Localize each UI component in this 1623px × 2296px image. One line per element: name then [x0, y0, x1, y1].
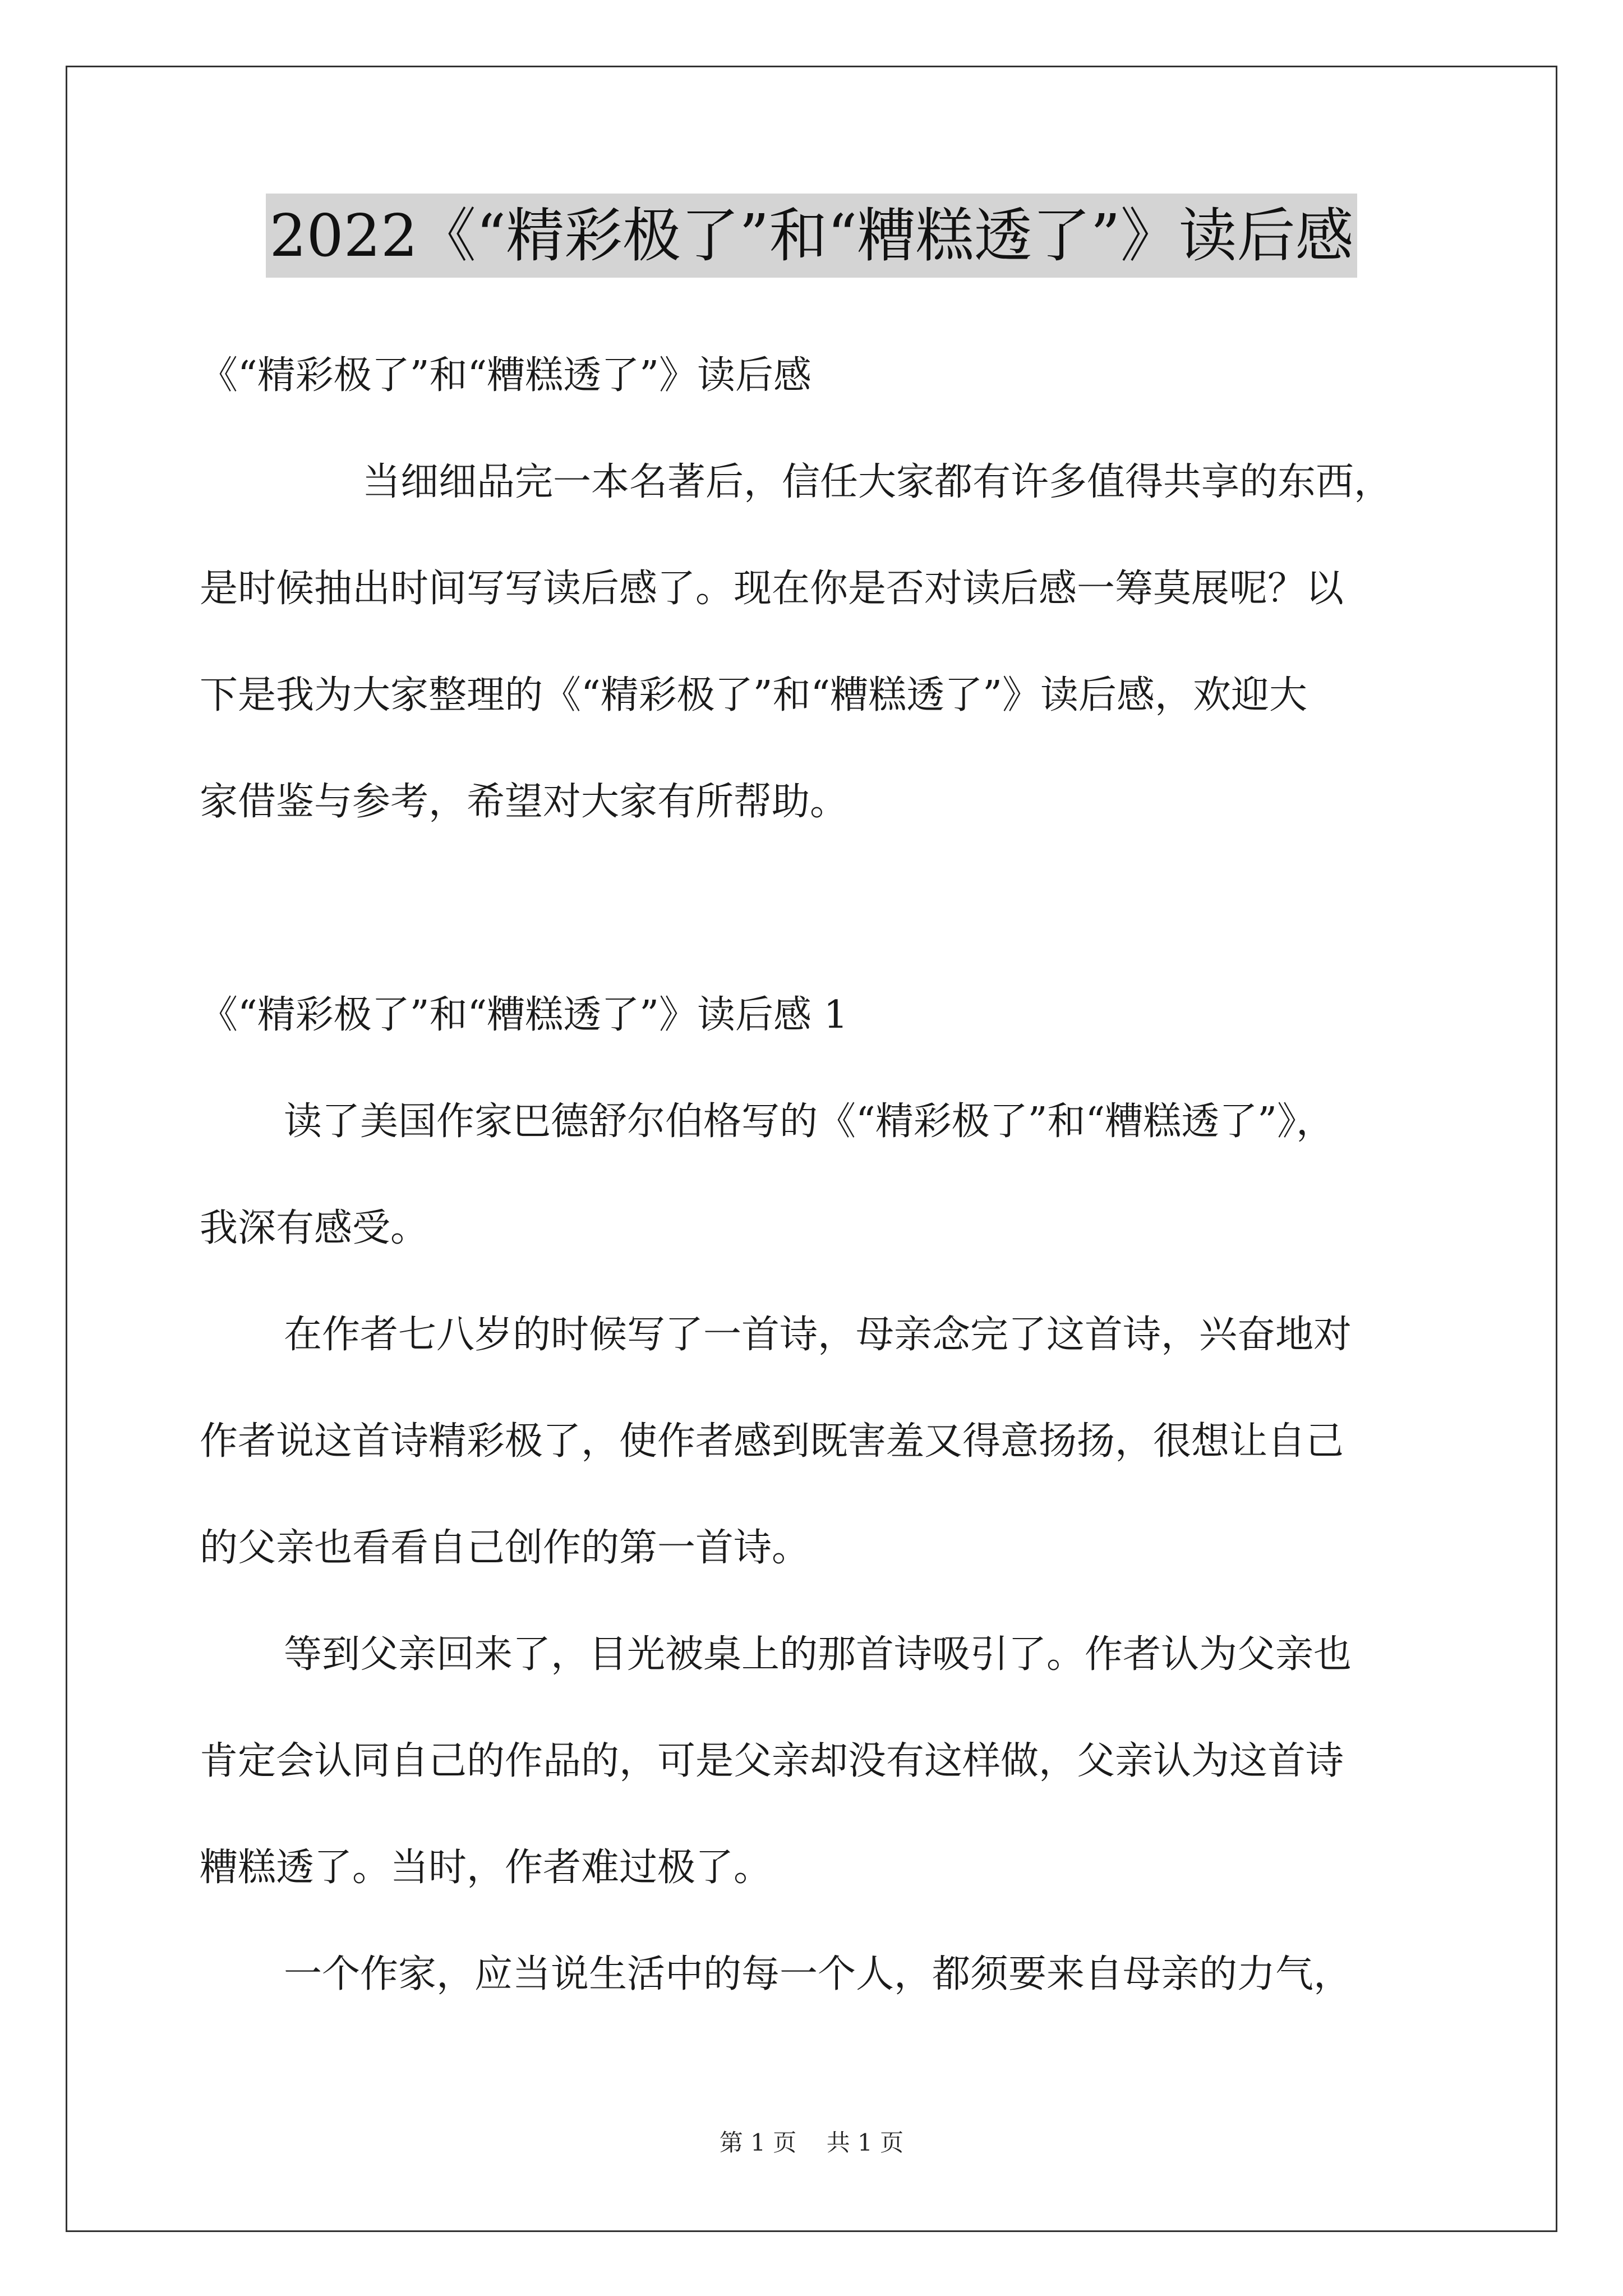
subtitle-block	[200, 323, 1433, 429]
body-line: 的父亲也看看自己创作的第一首诗。	[200, 1526, 810, 1570]
body-text	[200, 1069, 1433, 2028]
intro-line: 家借鉴与参考，希望对大家有所帮助。	[200, 780, 849, 824]
body-line: 等到父亲回来了，目光被桌上的那首诗吸引了。作者认为父亲也	[284, 1632, 1352, 1677]
section-heading: 《“精彩极了”和“糟糕透了”》读后感 1	[200, 993, 848, 1037]
body-line: 作者说这首诗精彩极了，使作者感到既害羞又得意扬扬，很想让自己	[200, 1419, 1344, 1464]
body-line: 糟糕透了。当时，作者难过极了。	[200, 1846, 772, 1890]
body-line: 读了美国作家巴德舒尔伯格写的《“精彩极了”和“糟糕透了”》，	[284, 1099, 1335, 1144]
body-line: 一个作家，应当说生活中的每一个人，都须要来自母亲的力气，	[284, 1952, 1352, 1996]
body-line: 在作者七八岁的时候写了一首诗，母亲念完了这首诗，兴奋地对	[284, 1313, 1352, 1357]
section-heading-block	[200, 962, 1433, 1069]
body-line: 我深有感受。	[200, 1206, 429, 1250]
document-title[interactable]: 2022《“精彩极了”和“糟糕透了”》读后感	[266, 194, 1357, 278]
title-area	[0, 194, 1623, 278]
body-line: 肯定会认同自己的作品的，可是父亲却没有这样做，父亲认为这首诗	[200, 1739, 1344, 1783]
intro-paragraph	[200, 429, 1433, 855]
intro-line: 当细细品完一本名著后，信任大家都有许多值得共享的东西，	[362, 460, 1393, 504]
document-subtitle: 《“精彩极了”和“糟糕透了”》读后感	[200, 353, 812, 398]
intro-line: 是时候抽出时间写写读后感了。现在你是否对读后感一筹莫展呢？以	[200, 567, 1344, 611]
intro-line: 下是我为大家整理的《“精彩极了”和“糟糕透了”》读后感，欢迎大	[200, 673, 1308, 717]
page-number-footer: 第 1 页 共 1 页	[719, 2129, 904, 2156]
